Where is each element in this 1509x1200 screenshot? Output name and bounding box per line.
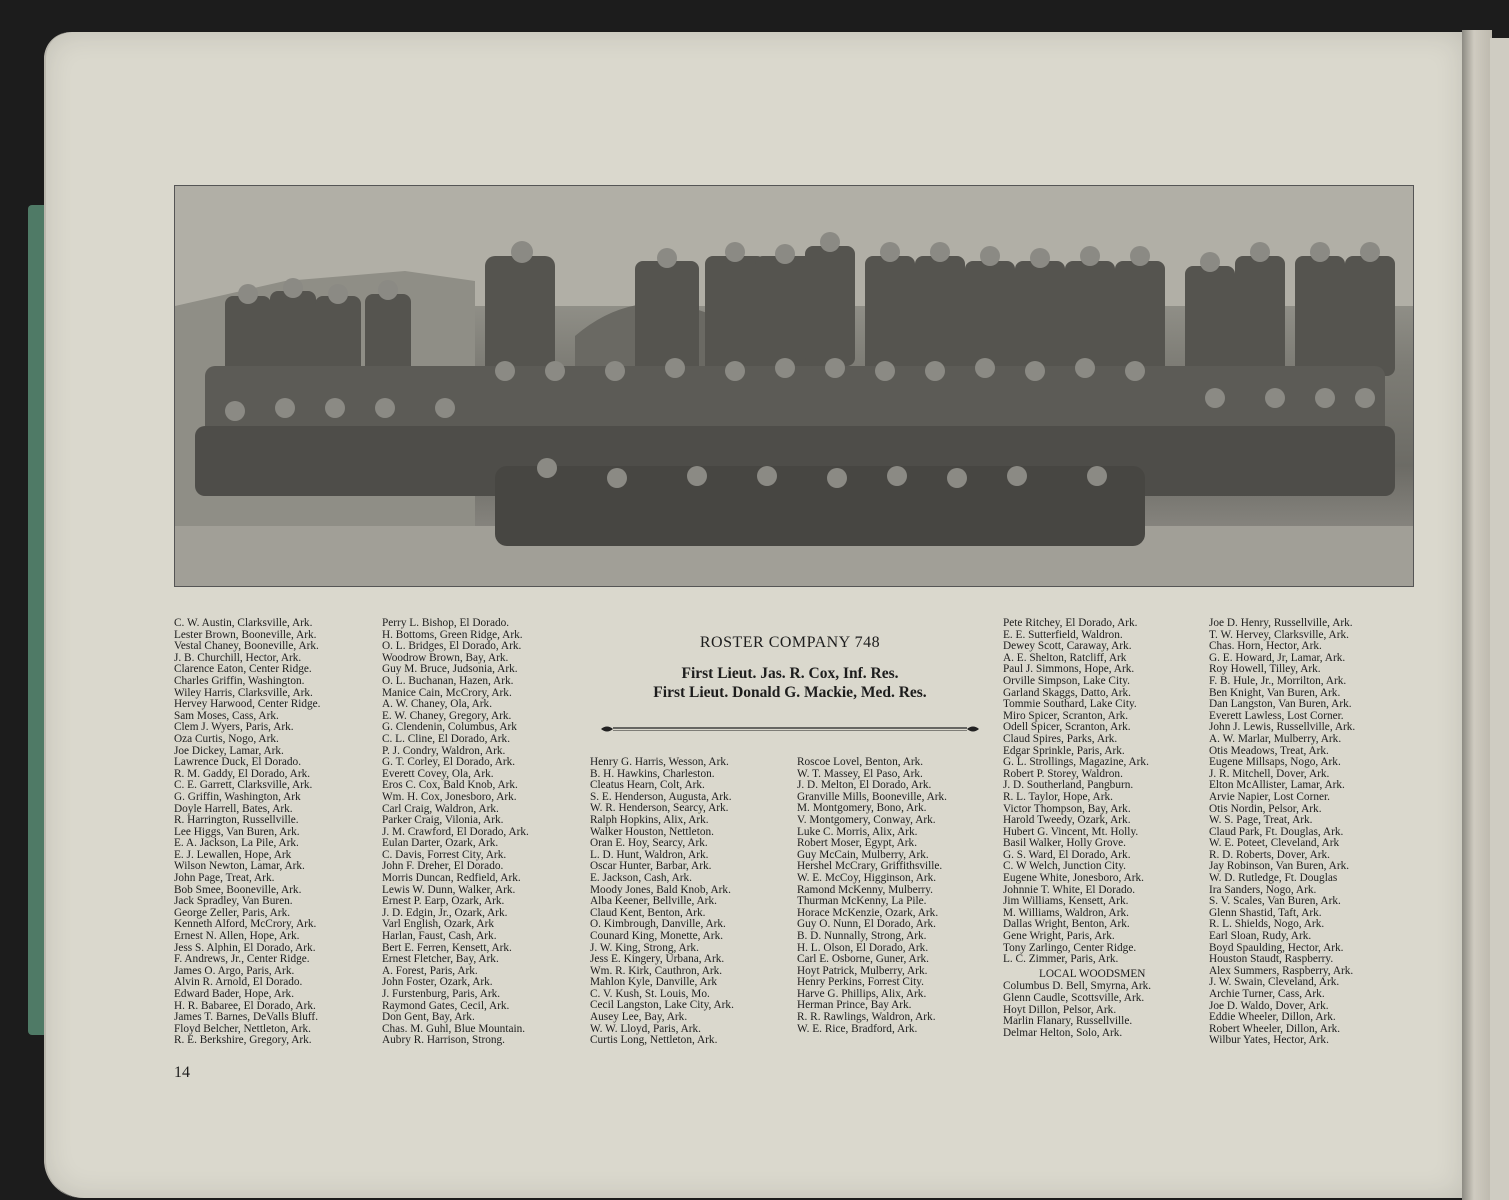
roster-entry: Clem J. Wyers, Paris, Ark. [174,721,294,734]
roster-entry: F. B. Hule, Jr., Morrilton, Ark. [1209,674,1347,687]
roster-entry: R. E. Berkshire, Gregory, Ark. [174,1034,312,1047]
roster-entry: Hervey Harwood, Center Ridge. [174,698,321,711]
roster-entry: Eddie Wheeler, Dillon, Ark. [1209,1011,1336,1024]
roster-entry: Edward Bader, Hope, Ark. [174,988,295,1000]
roster-entry: Joe D. Henry, Russellville, Ark. [1209,617,1353,629]
roster-entry: Henry G. Harris, Wesson, Ark. [590,756,729,768]
roster-entry: Doyle Harrell, Bates, Ark. [174,802,293,815]
roster-entry: Columbus D. Bell, Smyrna, Ark. [1003,980,1152,993]
roster-entry: E. W. Chaney, Gregory, Ark. [382,709,512,722]
roster-column-5 [1003,618,1151,1039]
roster-entry: C. W. Austin, Clarksville, Ark. [174,617,313,629]
roster-entry: G. T. Corley, El Dorado, Ark. [382,756,516,769]
roster-entry: W. E. McCoy, Higginson, Ark. [797,871,937,884]
roster-entry: Marlin Flanary, Russellville. [1003,1015,1133,1028]
roster-entry: J. D. Melton, El Dorado, Ark. [797,779,932,792]
roster-entry: Otis Nordin, Pelsor, Ark. [1209,802,1322,815]
roster-entry: W. W. Lloyd, Paris, Ark. [590,1022,701,1035]
roster-entry: A. W. Chaney, Ola, Ark. [382,698,493,711]
roster-entry: Jay Robinson, Van Buren, Ark. [1209,860,1350,873]
roster-entry: G. Clendenin, Columbus, Ark [382,721,517,734]
roster-entry: Archie Turner, Cass, Ark. [1209,988,1325,1000]
roster-entry: Wilbur Yates, Hector, Ark. [1209,1034,1329,1047]
roster-entry: James T. Barnes, DeValls Bluff. [174,1011,319,1024]
roster-entry: A. Forest, Paris, Ark. [382,964,478,977]
roster-entry: Orville Simpson, Lake City. [1003,674,1130,687]
roster-entry: W. R. Henderson, Searcy, Ark. [590,802,729,815]
roster-entry: M. Williams, Waldron, Ark. [1003,906,1129,919]
roster-entry: Hoyt Dillon, Pelsor, Ark. [1003,1003,1117,1016]
roster-entry: J. D. Edgin, Jr., Ozark, Ark. [382,906,508,919]
roster-entry: J. R. Mitchell, Dover, Ark. [1209,767,1330,780]
roster-entry: W. D. Rutledge, Ft. Douglas [1209,872,1338,885]
roster-entry: F. Andrews, Jr., Center Ridge. [174,953,310,966]
roster-entry: Chas. Horn, Hector, Ark. [1209,640,1322,653]
roster-entry: Roscoe Lovel, Benton, Ark. [797,756,924,768]
roster-entry: Morris Duncan, Redfield, Ark. [382,872,521,885]
facing-page-edge [1490,38,1509,1200]
roster-entry: Wm. H. Cox, Jonesboro, Ark. [382,790,517,803]
roster-entry: J. W. King, Strong, Ark. [590,941,699,954]
roster-entry: O. Kimbrough, Danville, Ark. [590,918,726,931]
roster-entry: O. L. Buchanan, Hazen, Ark. [382,674,514,687]
roster-entry: Claud Spires, Parks, Ark. [1003,732,1118,745]
roster-entry: M. Montgomery, Bono, Ark. [797,802,927,815]
roster-entry: Harlan, Faust, Cash, Ark. [382,930,497,943]
roster-entry: Eugene White, Jonesboro, Ark. [1003,872,1144,885]
roster-entry: Manice Cain, McCrory, Ark. [382,686,512,699]
roster-entry: G. E. Howard, Jr, Lamar, Ark. [1209,651,1346,664]
roster-entry: Joe Dickey, Lamar, Ark. [174,744,284,757]
roster-entry: Lee Higgs, Van Buren, Ark. [174,825,300,838]
roster-entry: Woodrow Brown, Bay, Ark. [382,651,509,664]
roster-entry: Ernest P. Earp, Ozark, Ark. [382,895,505,908]
roster-entry: Robert Moser, Egypt, Ark. [797,837,918,850]
roster-entry: Miro Spicer, Scranton, Ark. [1003,709,1129,722]
roster-entry: Raymond Gates, Cecil, Ark. [382,999,510,1012]
roster-entry: R. L. Shields, Nogo, Ark. [1209,918,1325,931]
roster-entry: Ramond McKenny, Mulberry. [797,883,933,896]
roster-entry: C. E. Garrett, Clarksville, Ark. [174,779,313,792]
roster-entry: Alex Summers, Raspberry, Ark. [1209,964,1354,977]
roster-entry: Parker Craig, Vilonia, Ark. [382,814,504,827]
roster-entry: George Zeller, Paris, Ark. [174,906,291,919]
roster-entry: C. Davis, Forrest City, Ark. [382,848,507,861]
roster-entry: Hoyt Patrick, Mulberry, Ark. [797,964,928,977]
roster-entry: Dewey Scott, Caraway, Ark. [1003,640,1132,653]
roster-entry: Wilson Newton, Lamar, Ark. [174,860,305,873]
roster-entry: Harold Tweedy, Ozark, Ark. [1003,814,1131,827]
roster-entry: John F. Dreher, El Dorado. [382,860,504,873]
roster-entry: C. L. Cline, El Dorado, Ark. [382,732,511,745]
roster-entry: Charles Griffin, Washington. [174,674,305,687]
roster-entry: Boyd Spaulding, Hector, Ark. [1209,941,1344,954]
roster-entry: Robert P. Storey, Waldron. [1003,767,1123,780]
roster-entry: Oscar Hunter, Barbar, Ark. [590,860,712,873]
roster-entry: Houston Staudt, Raspberry. [1209,953,1334,966]
roster-entry: Hubert G. Vincent, Mt. Holly. [1003,825,1139,838]
roster-entry: Jack Spradley, Van Buren. [174,895,293,908]
roster-entry: Varl English, Ozark, Ark [382,918,495,931]
roster-entry: E. J. Lewallen, Hope, Ark [174,848,292,861]
roster-entry: Pete Ritchey, El Dorado, Ark. [1003,617,1138,629]
roster-entry: Walker Houston, Nettleton. [590,825,714,838]
roster-entry: Vestal Chaney, Booneville, Ark. [174,640,319,653]
roster-entry: H. L. Olson, El Dorado, Ark. [797,941,929,954]
roster-entry: L. D. Hunt, Waldron, Ark. [590,848,709,861]
roster-entry: John J. Lewis, Russellville, Ark. [1209,721,1356,734]
roster-entry: Guy M. Bruce, Judsonia, Ark. [382,663,518,676]
roster-entry: Otis Meadows, Treat, Ark. [1209,744,1329,757]
roster-entry: Oza Curtis, Nogo, Ark. [174,732,279,745]
roster-entry: Tony Zarlingo, Center Ridge. [1003,941,1137,954]
roster-column-1 [174,618,321,1047]
roster-entry: Tommie Southard, Lake City. [1003,698,1137,711]
roster-entry: Edgar Sprinkle, Paris, Ark. [1003,744,1125,757]
roster-entry: J. Furstenburg, Paris, Ark. [382,988,501,1000]
roster-entry: Ben Knight, Van Buren, Ark. [1209,686,1341,699]
roster-entry: Joe D. Waldo, Dover, Ark. [1209,999,1329,1012]
roster-entry: J. B. Churchill, Hector, Ark. [174,651,302,664]
roster-entry: O. L. Bridges, El Dorado, Ark. [382,640,522,653]
roster-entry: J. W. Swain, Cleveland, Ark. [1209,976,1340,989]
roster-entry: R. D. Roberts, Dover, Ark. [1209,848,1330,861]
roster-entry: Claud Kent, Benton, Ark. [590,906,706,919]
roster-entry: Everett Covey, Ola, Ark. [382,767,494,780]
officer-line: First Lieut. Donald G. Mackie, Med. Res. [653,684,927,701]
roster-entry: G. S. Ward, El Dorado, Ark. [1003,848,1131,861]
roster-entry: Lewis W. Dunn, Walker, Ark. [382,883,516,896]
roster-entry: Henry Perkins, Forrest City. [797,976,924,989]
roster-entry: John Page, Treat, Ark. [174,872,275,885]
roster-entry: Jess S. Alphin, El Dorado, Ark. [174,941,316,954]
roster-entry: Earl Sloan, Rudy, Ark. [1209,930,1312,943]
roster-entry: Ira Sanders, Nogo, Ark. [1209,883,1317,896]
roster-entry: Oran E. Hoy, Searcy, Ark. [590,837,708,850]
roster-entry: Glenn Shastid, Taft, Ark. [1209,906,1322,919]
roster-entry: Delmar Helton, Solo, Ark. [1003,1026,1123,1039]
roster-entry: R. R. Rawlings, Waldron, Ark. [797,1011,936,1024]
roster-entry: Eulan Darter, Ozark, Ark. [382,837,499,850]
page-stack-edge [44,32,82,1198]
roster-entry: W. T. Massey, El Paso, Ark. [797,767,923,780]
roster-entry: Ralph Hopkins, Alix, Ark. [590,813,709,826]
roster-entry: Floyd Belcher, Nettleton, Ark. [174,1022,311,1035]
roster-entry: H. Bottoms, Green Ridge, Ark. [382,628,523,641]
roster-entry: Guy McCain, Mulberry, Ark. [797,848,929,861]
roster-title: ROSTER COMPANY 748 [699,634,881,651]
roster-entry: Jim Williams, Kensett, Ark. [1003,895,1129,908]
roster-entry: Ernest Fletcher, Bay, Ark. [382,953,499,966]
roster-entry: P. J. Condry, Waldron, Ark. [382,744,506,757]
roster-entry: Alba Keener, Bellville, Ark. [590,895,717,908]
group-photograph [174,185,1414,587]
roster-entry: Dan Langston, Van Buren, Ark. [1209,698,1352,711]
roster-entry: Don Gent, Bay, Ark. [382,1011,475,1024]
roster-entry: Sam Moses, Cass, Ark. [174,709,279,722]
roster-entry: W. E. Poteet, Cleveland, Ark [1209,837,1340,850]
roster-column-4 [797,757,947,1035]
roster-column-3 [590,757,734,1047]
roster-entry: Kenneth Alford, McCrory, Ark. [174,918,317,931]
roster-entry: C. W Welch, Junction City. [1003,860,1126,873]
roster-entry: Gene Wright, Paris, Ark. [1003,930,1115,943]
group-photograph-figures [175,186,1413,586]
roster-entry: R. L. Taylor, Hope, Ark. [1003,790,1113,803]
roster-entry: V. Montgomery, Conway, Ark. [797,813,936,826]
officer-line: First Lieut. Jas. R. Cox, Inf. Res. [681,665,899,682]
roster-entry: Dallas Wright, Benton, Ark. [1003,918,1130,931]
roster-entry: A. W. Marlar, Mulberry, Ark. [1209,732,1342,745]
roster-entry: S. E. Henderson, Augusta, Ark. [590,790,732,803]
roster-entry: Eugene Millsaps, Nogo, Ark. [1209,756,1341,769]
roster-entry: Mahlon Kyle, Danville, Ark [590,976,718,989]
roster-entry: Jess E. Kingery, Urbana, Ark. [590,953,725,966]
roster-column-6 [1209,618,1355,1047]
roster-entry: R. Harrington, Russellville. [174,814,299,827]
roster-entry: E. E. Sutterfield, Waldron. [1003,628,1123,641]
roster-entry: W. E. Rice, Bradford, Ark. [797,1022,918,1035]
roster-entry: Odell Spicer, Scranton, Ark. [1003,721,1131,734]
roster-entry: Chas. M. Guhl, Blue Mountain. [382,1022,526,1035]
roster-entry: Ausey Lee, Bay, Ark. [590,1011,688,1024]
roster-entry: C. V. Kush, St. Louis, Mo. [590,987,710,1000]
roster-entry: G. Griffin, Washington, Ark [174,790,301,803]
roster-entry: Wm. R. Kirk, Cauthron, Ark. [590,964,723,977]
roster-entry: Guy O. Nunn, El Dorado, Ark. [797,918,936,931]
roster-entry: Alvin R. Arnold, El Dorado. [174,976,303,989]
roster-entry: E. Jackson, Cash, Ark. [590,871,692,884]
roster-entry: Victor Thompson, Bay, Ark. [1003,802,1131,815]
roster-entry: Elton McAllister, Lamar, Ark. [1209,779,1345,792]
roster-entry: G. L. Strollings, Magazine, Ark. [1003,756,1149,769]
roster-entry: Harve G. Phillips, Alix, Ark. [797,987,927,1000]
roster-entry: Roy Howell, Tilley, Ark. [1209,663,1321,676]
roster-entry: Garland Skaggs, Datto, Ark. [1003,686,1132,699]
roster-entry: Hershel McCrary, Griffithsville. [797,860,943,873]
roster-header [590,634,990,702]
local-woodsmen-heading: LOCAL WOODSMEN [1039,967,1146,980]
roster-entry: Perry L. Bishop, El Dorado. [382,617,510,629]
roster-entry: L. C. Zimmer, Paris, Ark. [1003,953,1119,966]
roster-entry: Arvie Napier, Lost Corner. [1209,790,1330,803]
page-number: 14 [174,1064,190,1081]
roster-entry: Luke C. Morris, Alix, Ark. [797,825,918,838]
roster-entry: Thurman McKenny, La Pile. [797,895,927,908]
roster-entry: Counard King, Monette, Ark. [590,929,724,942]
roster-entry: E. A. Jackson, La Pile, Ark. [174,837,299,850]
roster-entry: J. D. Southerland, Pangburn. [1003,779,1134,792]
roster-entry: Bob Smee, Booneville, Ark. [174,883,302,896]
roster-entry: Bert E. Ferren, Kensett, Ark. [382,941,512,954]
roster-entry: B. D. Nunnally, Strong, Ark. [797,929,927,942]
roster-entry: Paul J. Simmons, Hope, Ark. [1003,663,1135,676]
roster-entry: T. W. Hervey, Clarksville, Ark. [1209,628,1349,641]
roster-entry: Aubry R. Harrison, Strong. [382,1034,506,1047]
roster-entry: Carl Craig, Waldron, Ark. [382,802,499,815]
roster-entry: Ernest N. Allen, Hope, Ark. [174,930,300,943]
roster-entry: B. H. Hawkins, Charleston. [590,767,715,780]
roster-entry: Moody Jones, Bald Knob, Ark. [590,883,731,896]
roster-entry: Herman Prince, Bay Ark. [797,999,912,1012]
roster-entry: James O. Argo, Paris, Ark. [174,964,295,977]
roster-entry: Robert Wheeler, Dillon, Ark. [1209,1022,1341,1035]
roster-entry: S. V. Scales, Van Buren, Ark. [1209,895,1341,908]
roster-entry: Johnnie T. White, El Dorado. [1003,883,1136,896]
roster-entry: W. S. Page, Treat, Ark. [1209,814,1313,827]
roster-entry: J. M. Crawford, El Dorado, Ark. [382,825,529,838]
roster-entry: Granville Mills, Booneville, Ark. [797,790,947,803]
roster-entry: Eros C. Cox, Bald Knob, Ark. [382,779,518,792]
roster-entry: Curtis Long, Nettleton, Ark. [590,1034,718,1047]
roster-entry: Cleatus Hearn, Colt, Ark. [590,779,705,792]
roster-entry: H. R. Babaree, El Dorado, Ark. [174,999,316,1012]
roster-entry: Wiley Harris, Clarksville, Ark. [174,686,313,699]
roster-entry: Everett Lawless, Lost Corner. [1209,709,1344,722]
roster-entry: Clarence Eaton, Center Ridge. [174,663,312,676]
roster-entry: A. E. Shelton, Ratcliff, Ark [1003,651,1127,664]
roster-entry: R. M. Gaddy, El Dorado, Ark. [174,767,311,780]
roster-entry: Lawrence Duck, El Dorado. [174,756,302,769]
roster-entry: Horace McKenzie, Ozark, Ark. [797,906,939,919]
roster-entry: Lester Brown, Booneville, Ark. [174,628,317,641]
roster-entry: Cecil Langston, Lake City, Ark. [590,999,734,1012]
roster-column-2 [382,618,529,1047]
roster-entry: Claud Park, Ft. Douglas, Ark. [1209,825,1344,838]
ornamental-rule [599,724,981,734]
roster-entry: Carl E. Osborne, Guner, Ark. [797,953,929,966]
book-gutter [1462,30,1492,1200]
roster-entry: Glenn Caudle, Scottsville, Ark. [1003,992,1145,1004]
roster-entry: John Foster, Ozark, Ark. [382,976,493,989]
roster-entry: Basil Walker, Holly Grove. [1003,837,1126,850]
